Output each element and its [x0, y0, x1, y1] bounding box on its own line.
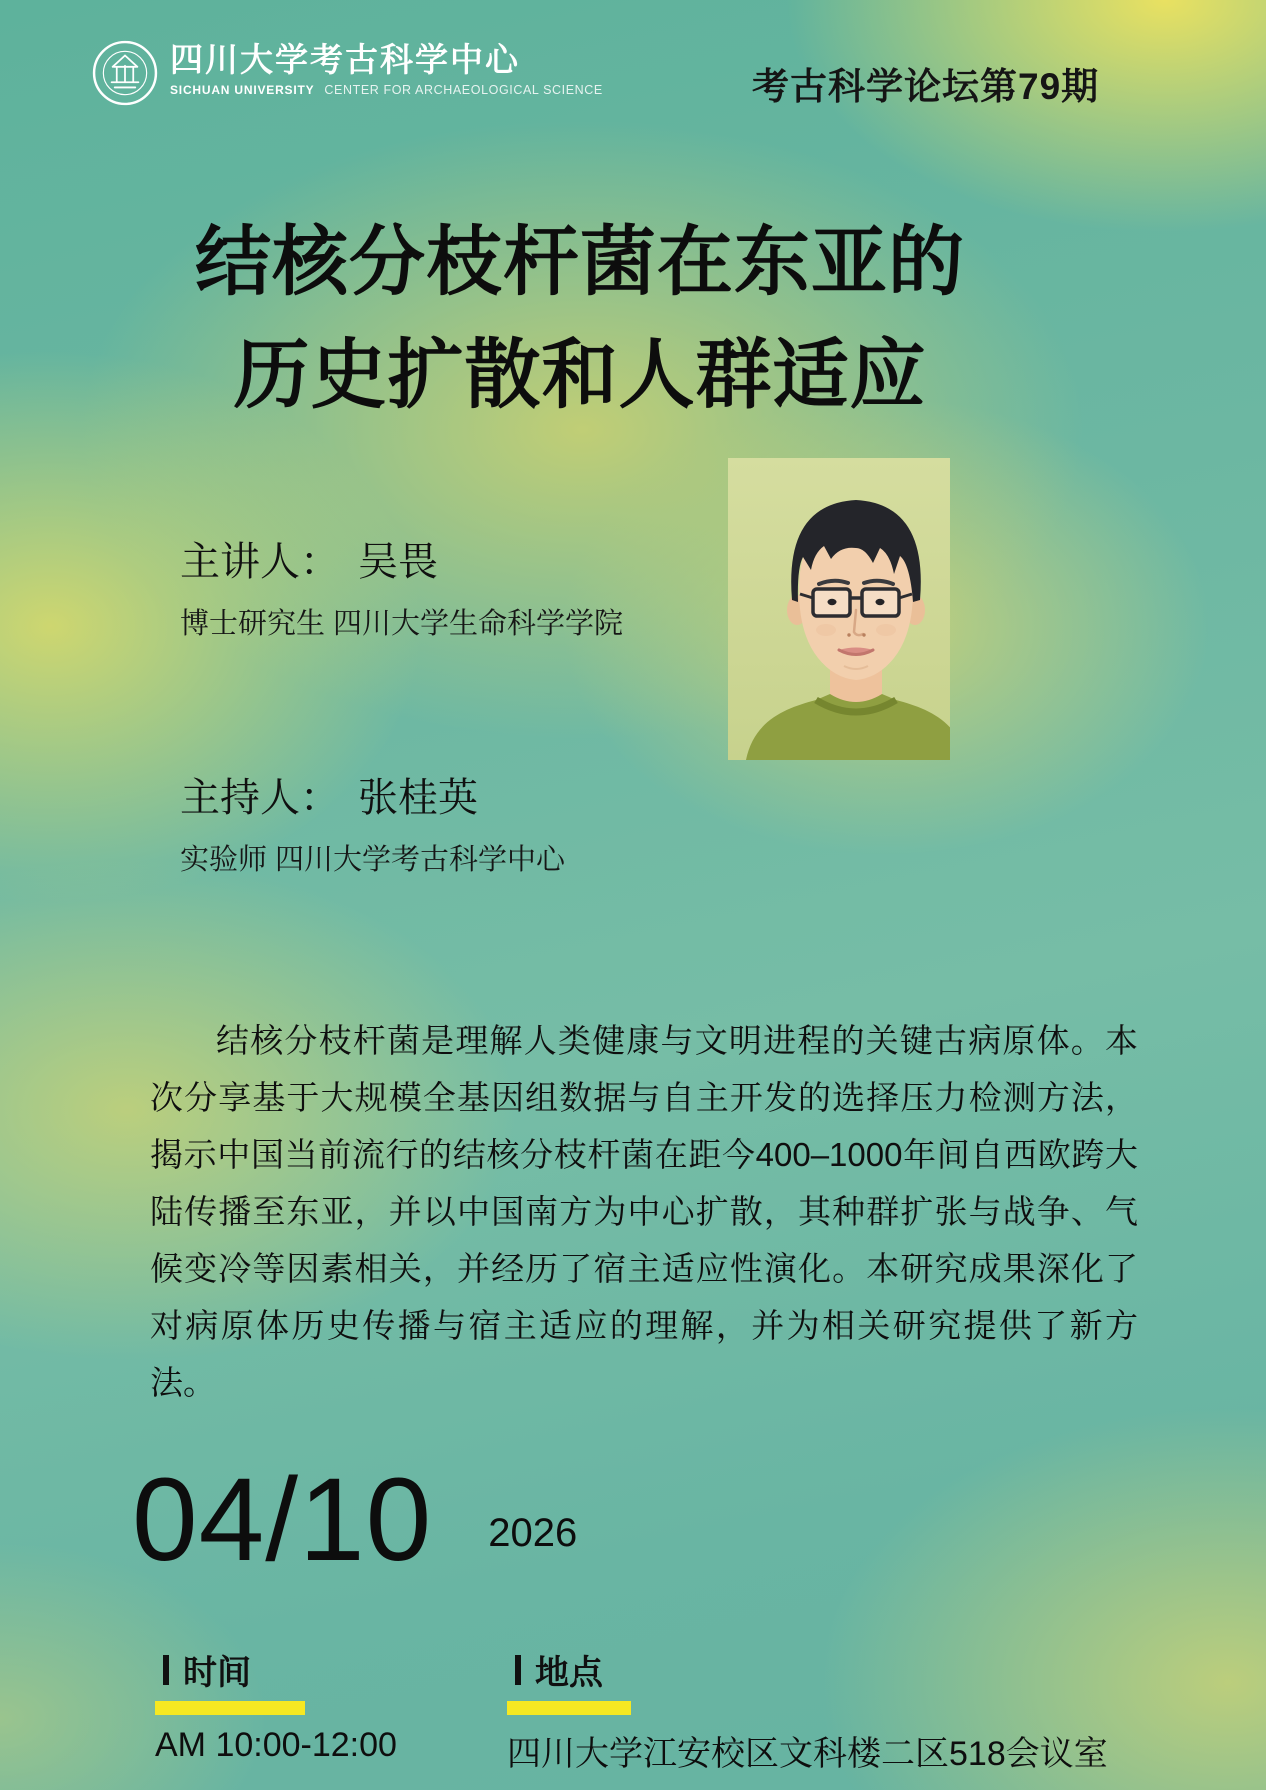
host-role-label: 主持人：: [180, 776, 340, 820]
abstract-text: 结核分枝杆菌是理解人类健康与文明进程的关键古病原体。本次分享基于大规模全基因组数据与自主开发的选择压力检测方法，揭示中国当前流行的结核分枝杆菌在距今400–1000年间自西欧跨大陆传播至东亚，并以中国南方为中心扩散，其种群扩张与战争、气候变冷等因素相关，并经历了宿主适应性演化。本研究成果深化了对病原体历史传播与宿主适应的理解，并为相关研究提供了新方法。: [150, 1022, 1138, 1401]
logo-en-university: SICHUAN UNIVERSITY: [170, 83, 315, 97]
logo-en-center: CENTER FOR ARCHAEOLOGICAL SCIENCE: [324, 83, 603, 97]
speaker-affiliation: 博士研究生 四川大学生命科学学院: [180, 608, 624, 640]
speaker-portrait-illustration: [728, 458, 950, 760]
logo-en-row: [170, 83, 603, 97]
speaker-name: 吴畏: [358, 540, 438, 584]
logo-text-block: [170, 40, 603, 97]
event-year: 2026: [488, 1511, 578, 1555]
event-date: 04/10: [132, 1454, 433, 1586]
location-value: 四川大学江安校区文科楼二区518会议室: [507, 1735, 1108, 1773]
time-value: AM 10:00-12:00: [155, 1726, 397, 1764]
host-name: 张桂英: [358, 776, 478, 820]
poster-title-line2: 历史扩散和人群适应: [233, 333, 927, 418]
logo-cn-title: 四川大学考古科学中心: [170, 41, 520, 78]
time-section: [155, 1645, 397, 1765]
location-label-bar: [515, 1655, 521, 1685]
speaker-block: [180, 530, 623, 642]
time-label: 时间: [183, 1654, 251, 1692]
event-date-line: [132, 1452, 577, 1588]
forum-issue-label: 考古科学论坛第79期: [752, 66, 1100, 107]
location-label: 地点: [535, 1654, 603, 1692]
host-affiliation: 实验师 四川大学考古科学中心: [180, 844, 566, 876]
poster-title-line1: 结核分枝杆菌在东亚的: [195, 220, 965, 305]
poster-title: [0, 206, 1160, 432]
time-label-bar: [163, 1655, 169, 1685]
location-section: [507, 1645, 1108, 1775]
header-logo: [92, 40, 603, 106]
location-highlight-bar: [507, 1701, 631, 1715]
host-block: [180, 766, 565, 878]
sichuan-university-seal-icon: [92, 40, 158, 106]
speaker-photo: [728, 458, 950, 760]
time-highlight-bar: [155, 1701, 305, 1715]
speaker-role-label: 主讲人：: [180, 540, 340, 584]
